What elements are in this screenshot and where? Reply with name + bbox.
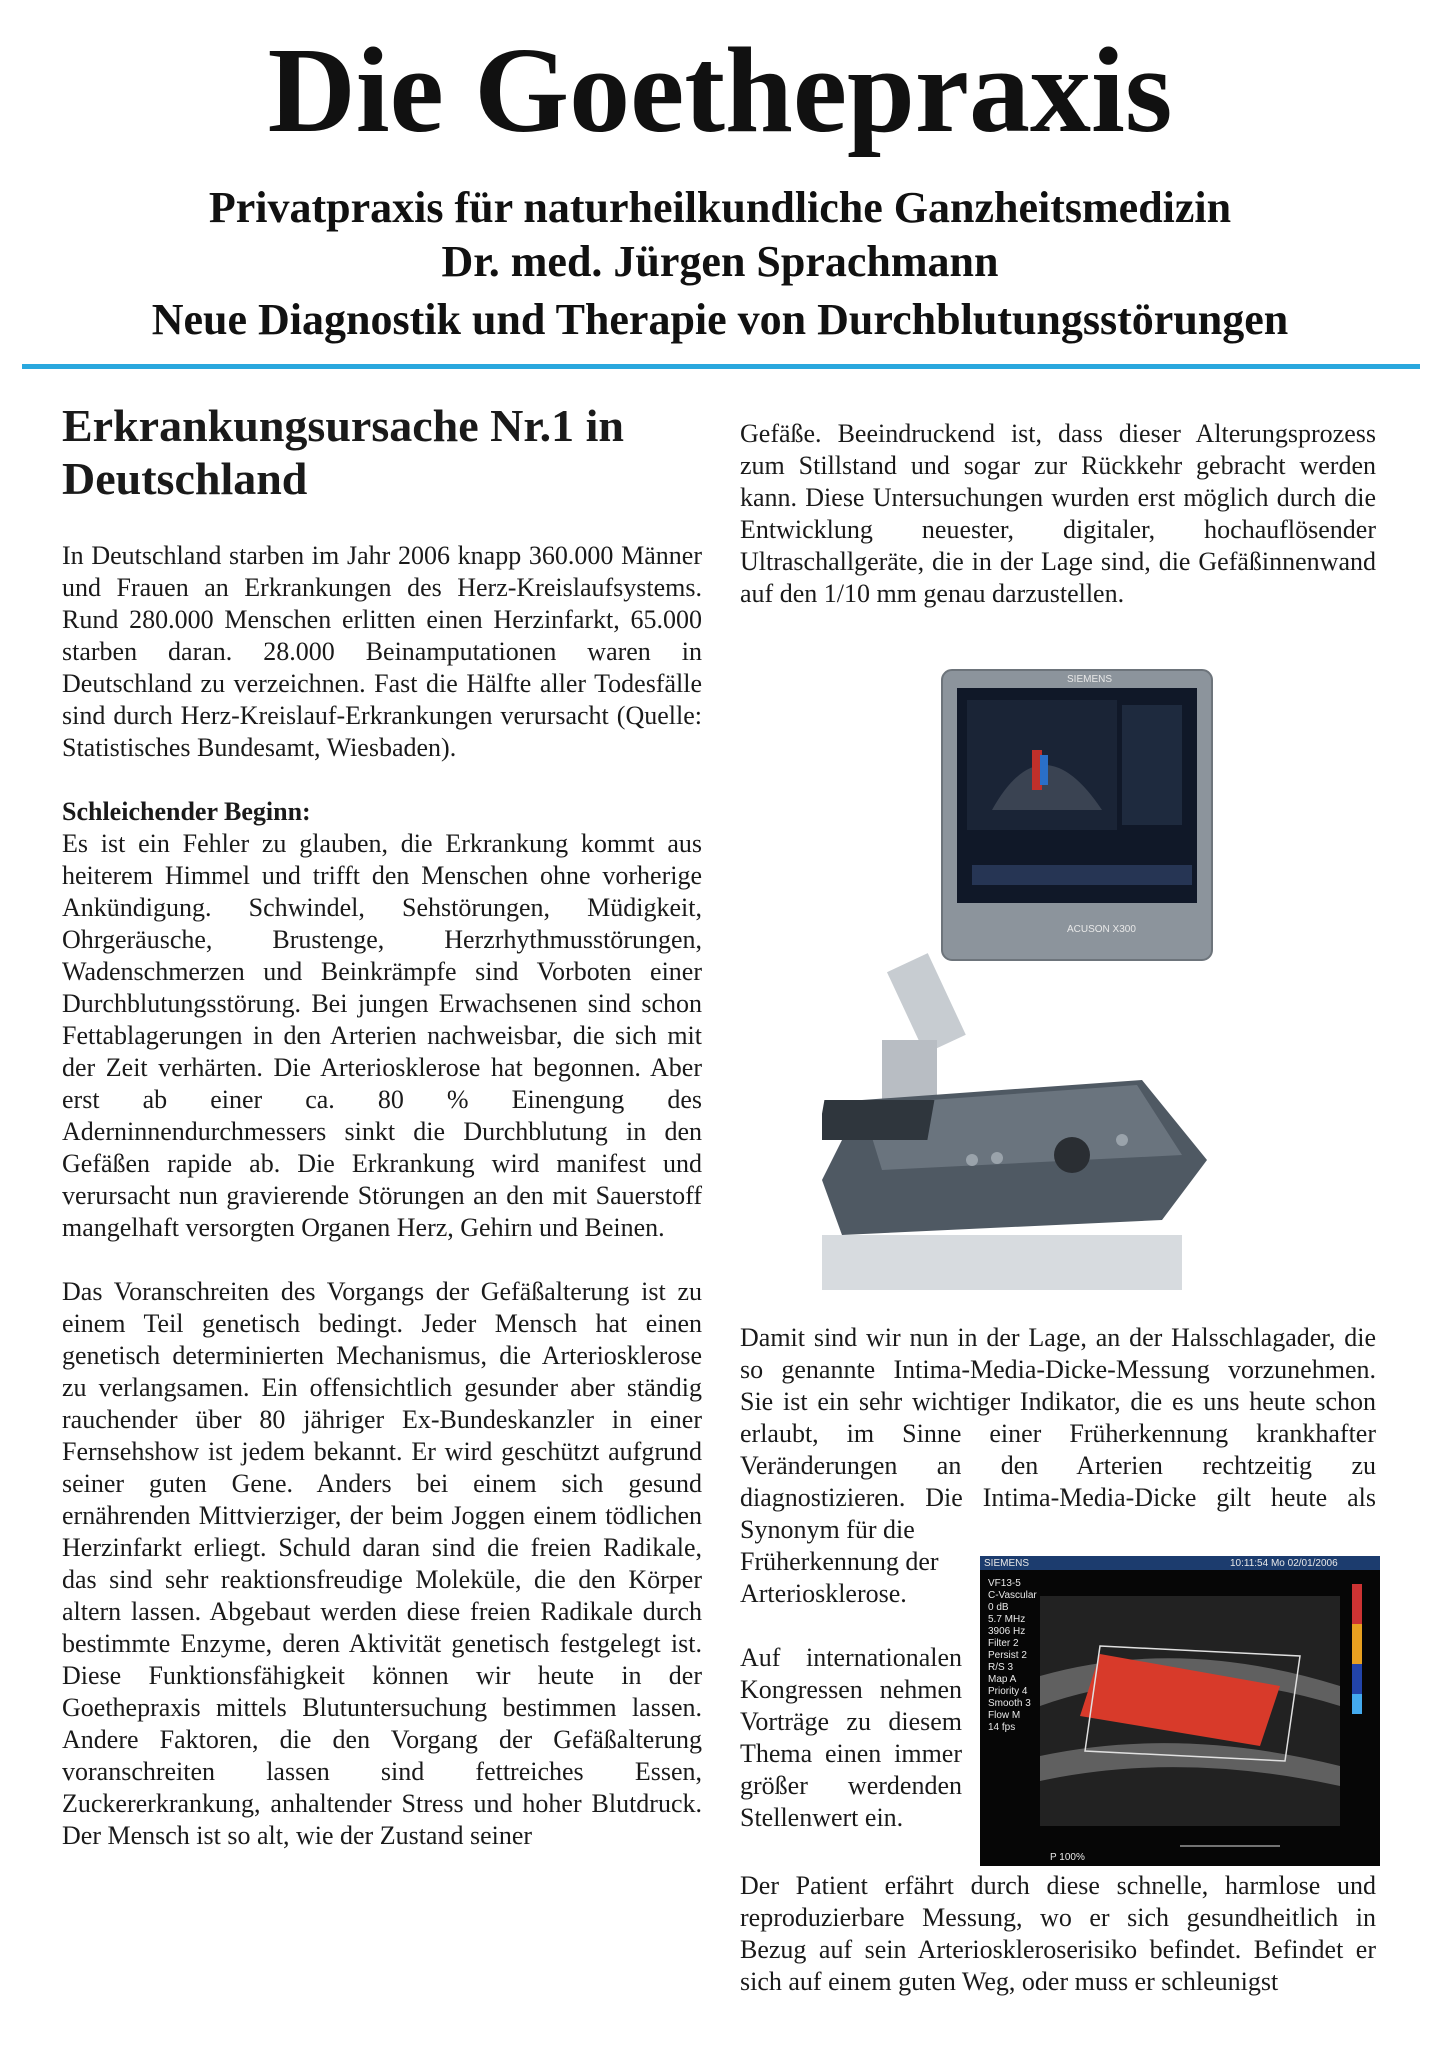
scan-parameter: Map A [988, 1674, 1017, 1685]
right-column [740, 418, 1376, 642]
paragraph-statistics: In Deutschland starben im Jahr 2006 knapp 360.000 Männer und Frauen an Erkrankungen des Herz-Kreislaufsystems. Rund 280.000 Menschen erlitten einen Herzinfarkt, 65.000 starben daran. 28.000 Beinamputationen waren in Deutschland zu verzeichnen. Fast die Hälfte aller Todesfälle sind durch Herz-Kreislauf-Erkrankungen verursacht (Quelle: Statistisches Bundesamt, Wiesbaden). [62, 540, 702, 762]
paragraph-genetics: Das Voranschreiten des Vorgangs der Gefäßalterung ist zu einem Teil genetisch bedingt. Jeder Mensch hat einen genetisch determinierten Mechanismus, die Arteriosklerose zu verlangsamen. Ein offensichtlich gesunder aber ständig rauchender über 80 jähriger Ex-Bundeskanzler in einer Fernsehshow ist jedem bekannt. Er wird geschützt aufgrund seiner guten Gene. Anders bei einem sich gesund ernährenden Mittvierziger, der beim Joggen einem tödlichen Herzinfarkt erliegt. Schuld daran sind die freien Radikale, das sind sehr reaktionsfreudige Moleküle, die den Körper altern lassen. Abgebaut werden diese freien Radikale durch bestimmte Enzyme, deren Aktivität genetisch festgelegt ist. Diese Funktionsfähigkeit können wir heute in der Goethepraxis mittels Blutuntersuchung bestimmen lassen. Andere Faktoren, die den Vorgang der Gefäßalterung voranschreiten lassen sind fettreiches Essen, Zuckererkrankung, anhaltender Stress und hoher Blutdruck. Der Mensch ist so alt, wie der Zustand seiner [62, 1276, 702, 1850]
scan-parameter: Smooth 3 [988, 1698, 1031, 1709]
scan-parameter: R/S 3 [988, 1662, 1014, 1673]
scan-parameter: C-Vascular [988, 1590, 1037, 1601]
subheading-onset: Schleichender Beginn: [62, 796, 311, 826]
machine-brand-label: SIEMENS [1067, 674, 1113, 685]
scan-parameter: VF13-5 [988, 1578, 1021, 1589]
paragraph-ultrasound-intro: Gefäße. Beeindruckend ist, dass dieser Alterungsprozess zum Stillstand und sogar zur Rückkehr gebracht werden kann. Diese Untersuchungen wurden erst möglich durch die Entwicklung neuester, digitaler, hochauflösender Ultraschallgeräte, die in der Lage sind, die Gefäßinnenwand auf den 1/10 mm genau darzustellen. [740, 419, 1376, 608]
scan-parameter: Filter 2 [988, 1638, 1019, 1649]
scan-parameter: 0 dB [988, 1602, 1009, 1613]
paragraph-intima-media-tail: Früherkennung der Arteriosklerose. [740, 1547, 939, 1608]
ultrasound-machine-photo [822, 660, 1222, 1290]
ultrasound-scan-image [980, 1556, 1380, 1866]
scan-parameter: 14 fps [988, 1722, 1016, 1733]
page-title: Die Goethepraxis [267, 23, 1173, 158]
left-column [62, 400, 702, 1884]
scan-parameter: 5.7 MHz [988, 1614, 1026, 1625]
scan-power-label: P 100% [1050, 1852, 1085, 1863]
paragraph-patient: Der Patient erfährt durch diese schnelle, harmlose und reproduzierbare Messung, wo er sich gesundheitlich in Bezug auf sein Arterioskleroserisiko befindet. Befindet er sich auf einem guten Weg, oder muss er schleunigst [740, 1871, 1376, 1996]
article-heading: Erkrankungsursache Nr.1 in Deutschland [62, 400, 624, 504]
subtitle-doctor: Dr. med. Jürgen Sprachmann [441, 237, 999, 286]
scan-parameter: 3906 Hz [988, 1626, 1026, 1637]
subtitle-topic: Neue Diagnostik und Therapie von Durchblutungsstörungen [151, 295, 1289, 344]
scan-brand-label: SIEMENS [984, 1558, 1030, 1569]
scan-parameter: Flow M [988, 1710, 1021, 1721]
subtitle-practice: Privatpraxis für naturheilkundliche Ganzheitsmedizin [208, 183, 1232, 232]
scan-parameter: Priority 4 [988, 1686, 1028, 1697]
header-divider [22, 364, 1420, 369]
scan-parameter: Persist 2 [988, 1650, 1027, 1661]
paragraph-congress: Auf internationalen Kongressen nehmen Vorträge zu diesem Thema einen immer größer werdenden Stellenwert ein. [740, 1643, 962, 1832]
machine-model-label: ACUSON X300 [1067, 924, 1136, 935]
scan-timestamp: 10:11:54 Mo 02/01/2006 [1230, 1558, 1338, 1569]
paragraph-intima-media: Damit sind wir nun in der Lage, an der Halsschlagader, die so genannte Intima-Media-Dicke-Messung vorzunehmen. Sie ist ein sehr wichtiger Indikator, die es uns heute schon erlaubt, im Sinne einer Früherkennung krankhafter Veränderungen an den Arterien rechtzeitig zu diagnostizieren. Die Intima-Media-Dicke gilt heute als Synonym für die [740, 1323, 1376, 1544]
paragraph-onset: Es ist ein Fehler zu glauben, die Erkrankung kommt aus heiterem Himmel und trifft den Menschen ohne vorherige Ankündigung. Schwindel, Sehstörungen, Müdigkeit, Ohrgeräusche, Brustenge, Herzrhythmusstörungen, Wadenschmerzen und Beinkrämpfe sind Vorboten einer Durchblutungsstörung. Bei jungen Erwachsenen sind schon Fettablagerungen in den Arterien nachweisbar, die sich mit der Zeit verhärten. Die Arteriosklerose hat begonnen. Aber erst ab einer ca. 80 % Einengung des Aderninnendurchmessers sinkt die Durchblutung in den Gefäßen rapide ab. Die Erkrankung wird manifest und verursacht nun gravierende Störungen an den mit Sauerstoff mangelhaft versorgten Organen Herz, Gehirn und Beinen. [62, 828, 702, 1242]
